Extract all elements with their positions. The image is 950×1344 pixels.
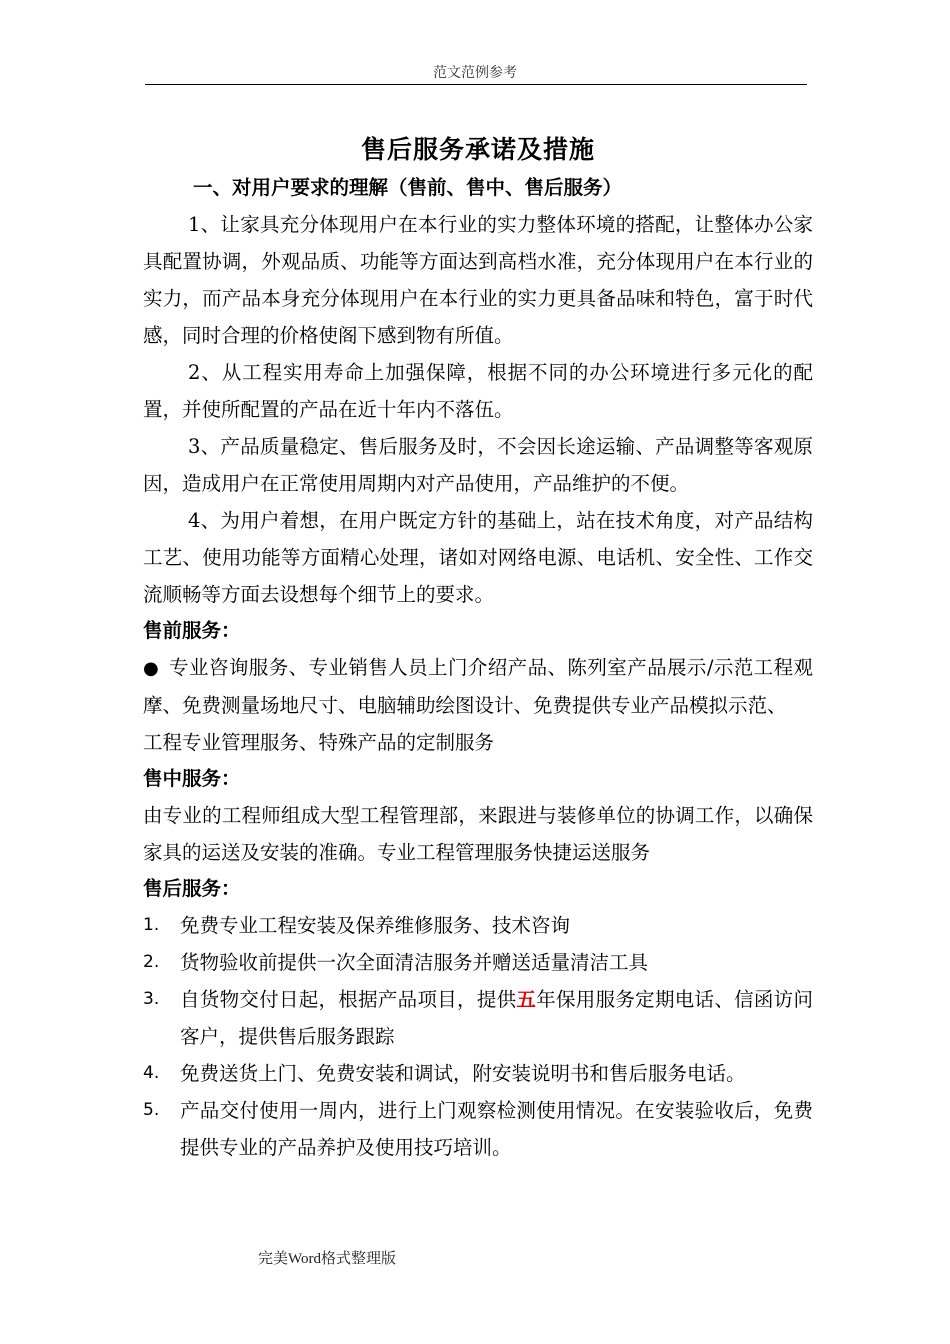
list-text: 免费送货上门、免费安装和调试，附安装说明书和售后服务电话。: [180, 1062, 746, 1085]
bullet-icon: ●: [143, 658, 160, 679]
list-number: 5.: [143, 1100, 160, 1120]
list-text: 免费专业工程安装及保养维修服务、技术咨询: [180, 914, 571, 937]
document-body: [143, 130, 813, 1166]
mid-sale-text: 由专业的工程师组成大型工程管理部，来跟进与装修单位的协调工作，以确保家具的运送及安装的准确。专业工程管理服务快捷运送服务: [143, 804, 813, 864]
section-heading: 一、对用户要求的理解（售前、售中、售后服务）: [193, 176, 623, 199]
list-number: 4.: [143, 1063, 160, 1083]
list-text-after: 年保用服务定期电话、信函访问客户，提供售后服务跟踪: [180, 988, 813, 1048]
list-item: [143, 944, 813, 981]
after-sale-list: [143, 907, 813, 1166]
after-sale-heading: 售后服务：: [143, 877, 241, 900]
page-footer: 完美Word格式整理版: [258, 1251, 396, 1267]
paragraph-2: 2、从工程实用寿命上加强保障，根据不同的办公环境进行多元化的配置，并使所配置的产品在近十年内不落伍。: [143, 361, 813, 421]
list-number: 1.: [143, 915, 160, 935]
page-header: 范文范例参考: [433, 66, 517, 81]
list-item: [143, 1055, 813, 1092]
list-item: [143, 1092, 813, 1166]
list-text: 货物验收前提供一次全面清洁服务并赠送适量清洁工具: [180, 951, 649, 974]
pre-sale-bullet: [143, 649, 813, 724]
pre-sale-extra: 工程专业管理服务、特殊产品的定制服务: [143, 731, 495, 754]
list-text-before: 自货物交付日起，根据产品项目，提供: [180, 988, 517, 1011]
paragraph-1: 1、让家具充分体现用户在本行业的实力整体环境的搭配，让整体办公家具配置协调，外观品质、功能等方面达到高档水准，充分体现用户在本行业的实力，而产品本身充分体现用户在本行业的实力更具备品味和特色，富于时代感，同时合理的价格使阁下感到物有所值。: [143, 213, 813, 347]
list-item: [143, 907, 813, 944]
mid-sale-heading: 售中服务：: [143, 767, 241, 790]
list-item: [143, 981, 813, 1055]
list-number: 2.: [143, 952, 160, 972]
paragraph-3: 3、产品质量稳定、售后服务及时，不会因长途运输、产品调整等客观原因，造成用户在正常使用周期内对产品使用，产品维护的不便。: [143, 435, 813, 495]
pre-sale-text: 专业咨询服务、专业销售人员上门介绍产品、陈列室产品展示/示范工程观摩、免费测量场地尺寸、电脑辅助绘图设计、免费提供专业产品模拟示范、: [143, 656, 813, 717]
header-divider: [145, 84, 807, 85]
list-text: 产品交付使用一周内，进行上门观察检测使用情况。在安装验收后，免费提供专业的产品养护及使用技巧培训。: [180, 1099, 813, 1159]
list-number: 3.: [143, 989, 160, 1009]
pre-sale-heading: 售前服务：: [143, 619, 241, 642]
paragraph-4: 4、为用户着想，在用户既定方针的基础上，站在技术角度，对产品结构工艺、使用功能等方面精心处理，诸如对网络电源、电话机、安全性、工作交流顺畅等方面去设想每个细节上的要求。: [143, 509, 813, 606]
document-title: 售后服务承诺及措施: [360, 135, 595, 164]
highlight-years: 五: [516, 988, 537, 1011]
